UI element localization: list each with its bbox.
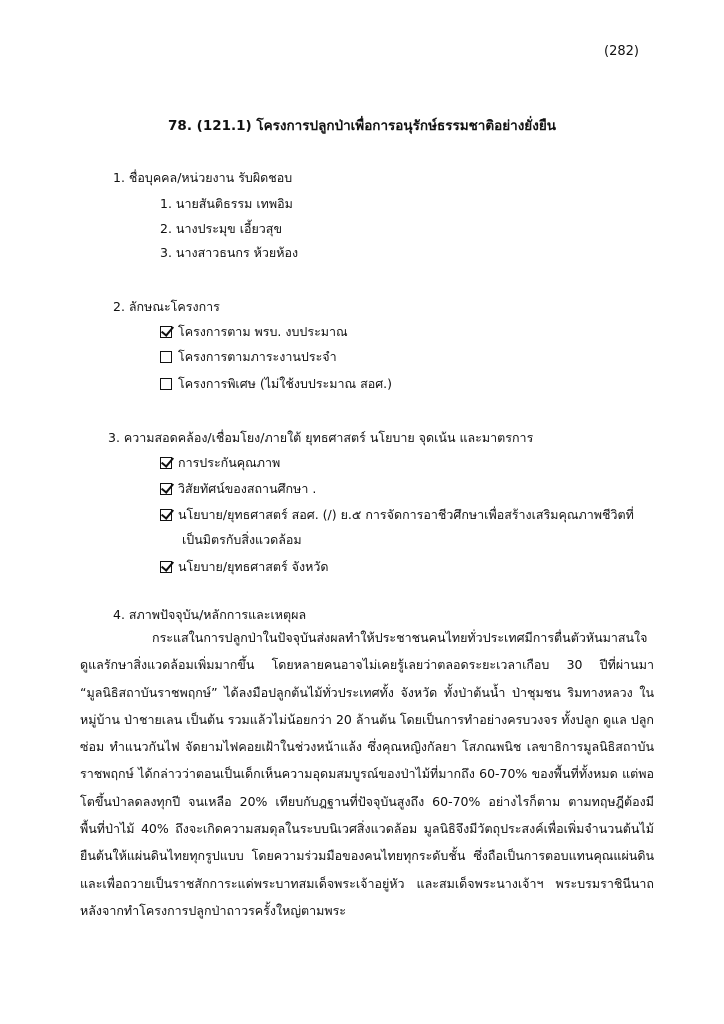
option-label: โครงการตาม พรบ. งบประมาณ: [178, 324, 348, 339]
section4-heading: 4. สภาพปัจจุบัน/หลักการและเหตุผล: [113, 607, 307, 622]
person-1: 1. นายสันติธรรม เทพอิม: [160, 196, 293, 211]
section1-heading: 1. ชื่อบุคคล/หน่วยงาน รับผิดชอบ: [113, 170, 293, 185]
checkbox-checked-icon[interactable]: [160, 326, 172, 338]
person-3: 3. นางสาวธนกร ห้วยห้อง: [160, 245, 299, 260]
alignment-item: [160, 479, 316, 499]
person-2: 2. นางประมุข เอี้ยวสุข: [160, 221, 282, 236]
checkbox-unchecked-icon[interactable]: [160, 378, 172, 390]
paragraph-text: กระแสในการปลูกป่าในปัจจุบันส่งผลทำให้ประชาชนคนไทยทั่วประเทศมีการตื่นตัวหันมาสนใจดูแลรักษาสิ่งแวดล้อมเพิ่มมากขึ้น โดยหลายคนอาจไม่เคยรู้เลยว่าตลอดระยะเวลาเกือบ 30 ปีที่ผ่านมา “มูลนิธิสถาบันราชพฤกษ์” ได้ลงมือปลูกต้นไม้ทั่วประเทศทั้ง จังหวัด ทั้งป่าต้นน้ำ ป่าชุมชน ริมทางหลวง ในหมู่บ้าน ป่าชายเลน เป็นต้น รวมแล้วไม่น้อยกว่า 20 ล้านต้น โดยเป็นการทำอย่างครบวงจร ทั้งปลูก ดูแล ปลูกซ่อม ทำแนวกันไฟ จัดยามไฟคอยเฝ้าในช่วงหน้าแล้ง ซึ่งคุณหญิงกัลยา โสภณพนิช เลขาธิการมูลนิธิสถาบันราชพฤกษ์ ได้กล่าวว่าตอนเป็นเด็กเห็นความอุดมสมบูรณ์ของป่าไม้ที่มากถึง 60-70% ของพื้นที่ทั้งหมด แต่พอโตขึ้นป่าลดลงทุกปี จนเหลือ 20% เทียบกับฎฐานที่ปัจจุบันสูงถึง 60-70% อย่างไรก็ตาม ตามทฤษฎีต้องมีพื้นที่ป่าไม้ 40% ถึงจะเกิดความสมดุลในระบบนิเวศสิ่งแวดล้อม มูลนิธิจึงมีวัตถุประสงค์เพื่อเพิ่มจำนวนต้นไม้ยืนต้นให้แผ่นดินไทยทุกรูปแบบ โดยความร่วมมือของคนไทยทุกระดับชั้น ซึ่งถือเป็นการตอบแทนคุณแผ่นดิน และเพื่อถวายเป็นราชสักการะแด่พระบาทสมเด็จพระเจ้าอยู่หัว และสมเด็จพระนางเจ้าฯ พระบรมราชินีนาถ หลังจากทำโครงการปลูกป่าถาวรครั้งใหญ่ตามพระ: [80, 630, 654, 918]
project-type-option: [160, 322, 348, 342]
item-label: การประกันคุณภาพ: [178, 455, 281, 470]
section3-heading: 3. ความสอดคล้อง/เชื่อมโยง/ภายใต้ ยุทธศาสตร์ นโยบาย จุดเน้น และมาตรการ: [108, 430, 534, 445]
project-type-option: [160, 347, 337, 367]
alignment-item: [160, 453, 280, 473]
checkbox-unchecked-icon[interactable]: [160, 351, 172, 363]
checkbox-checked-icon[interactable]: [160, 509, 172, 521]
project-type-option: [160, 374, 392, 394]
checkbox-checked-icon[interactable]: [160, 457, 172, 469]
option-label: โครงการตามภาระงานประจำ: [178, 349, 337, 364]
checkbox-checked-icon[interactable]: [160, 561, 172, 573]
option-label: โครงการพิเศษ (ไม่ใช้งบประมาณ สอศ.): [178, 376, 392, 391]
alignment-item: [160, 505, 634, 525]
item-label: นโยบาย/ยุทธศาสตร์ สอศ. (/) ย.๕ การจัดการอาชีวศึกษาเพื่อสร้างเสริมคุณภาพชีวิตที่: [178, 507, 634, 522]
page-number: (282): [604, 44, 639, 59]
document-title: 78. (121.1) โครงการปลูกป่าเพื่อการอนุรักษ์ธรรมชาติอย่างยั่งยืน: [168, 118, 556, 134]
item-label: วิสัยทัศน์ของสถานศึกษา .: [178, 481, 317, 496]
background-paragraph: [80, 624, 654, 924]
section2-heading: 2. ลักษณะโครงการ: [113, 299, 220, 314]
item-label-continuation: เป็นมิตรกับสิ่งแวดล้อม: [182, 532, 302, 547]
alignment-item: [160, 557, 328, 577]
item-label: นโยบาย/ยุทธศาสตร์ จังหวัด: [178, 559, 329, 574]
checkbox-checked-icon[interactable]: [160, 483, 172, 495]
